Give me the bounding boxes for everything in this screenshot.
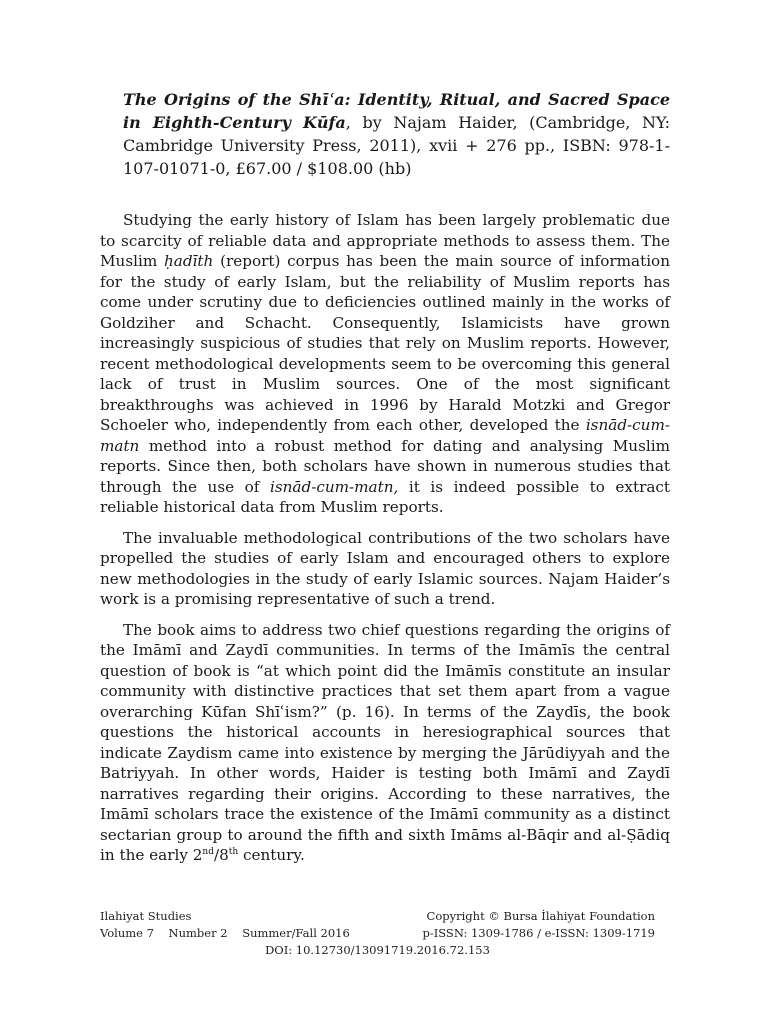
book-title: The Origins of the Shīʿa: Identity, Ritual, and Sacred Space in Eighth-Century Kūfa (123, 90, 670, 132)
doi: DOI: 10.12730/13091719.2016.72.153 (265, 943, 490, 957)
copyright-notice: Copyright © Bursa İlahiyat Foundation (426, 909, 655, 923)
issn-info: p-ISSN: 1309-1786 / e-ISSN: 1309-1719 (422, 926, 655, 940)
p1-text-b: (report) corpus has been the main source of information for the study of early Islam, but the reliability of Muslim reports has come under scrutiny due to deficiencies outlined mainly in the works of Goldziher and Schacht. Consequently, Islamicists have grown increasingly suspicious of studies that rely on Muslim reports. However, recent methodological developments seem to be overcoming this general lack of trust in Muslim sources. One of the most significant breakthroughs was achieved in 1996 by Harald Motzki and Gregor Schoeler who, independently from each other, developed the (100, 252, 670, 434)
volume-info: Volume 7 Number 2 Summer/Fall 2016 (100, 926, 350, 940)
p3-text-a: The book aims to address two chief questions regarding the origins of the Imāmī and Zaydī communities. In terms of the Imāmīs the central question of book is “at which point did the Imāmīs constitute an insular community with distinctive practices that set them apart from a vague overarching Kūfan Shīʿism?” (p. 16). In terms of the Zaydīs, the book questions the historical accounts in heresiographical sources that indicate Zaydism came into existence by merging the Jārūdiyyah and the Batriyyah. In other words, Haider is testing both Imāmī and Zaydī narratives regarding their origins. According to these narratives, the Imāmī scholars trace the existence of the Imāmī community as a distinct sectarian group to around the fifth and sixth Imāms al-Bāqir and al-Ṣādiq in the early 2 (100, 620, 670, 864)
term-isnad-cum-matn-2: isnād-cum-matn, (269, 477, 399, 496)
paragraph-1 (100, 210, 670, 518)
p3-text-mid: /8 (213, 846, 229, 864)
p3-text-end: century. (238, 846, 305, 864)
term-hadith: ḥadīth (164, 252, 214, 270)
book-details: , by Najam Haider, (Cambridge, NY: Cambridge University Press, 2011), xvii + 276 pp., ISBN: 978-1-107-01071-0, £67.00 / $108.00 (hb) (123, 113, 670, 178)
p1-text-c: method into a robust method for dating and analysing Muslim reports. Since then, both scholars have shown in numerous studies that through the use of (100, 436, 670, 496)
p1-text-d: it is indeed possible to extract reliable historical data from Muslim reports. (100, 477, 671, 516)
superscript-th: th (228, 846, 239, 857)
page-footer (100, 908, 655, 959)
review-body (100, 210, 670, 866)
article-page (100, 88, 670, 876)
paragraph-2: The invaluable methodological contributions of the two scholars have propelled the studies of early Islam and encouraged others to explore new methodologies in the study of early Islamic sources. Najam Haider’s work is a promising representative of such a trend. (100, 528, 670, 608)
journal-name: Ilahiyat Studies (100, 909, 192, 923)
paragraph-3 (100, 620, 670, 866)
term-isnad-cum-matn: isnād-cum-matn (100, 416, 670, 455)
p1-text-a: Studying the early history of Islam has been largely problematic due to scarcity of reliable data and appropriate methods to assess them. The Muslim (100, 211, 670, 270)
book-citation (123, 88, 670, 180)
superscript-nd: nd (202, 846, 214, 857)
